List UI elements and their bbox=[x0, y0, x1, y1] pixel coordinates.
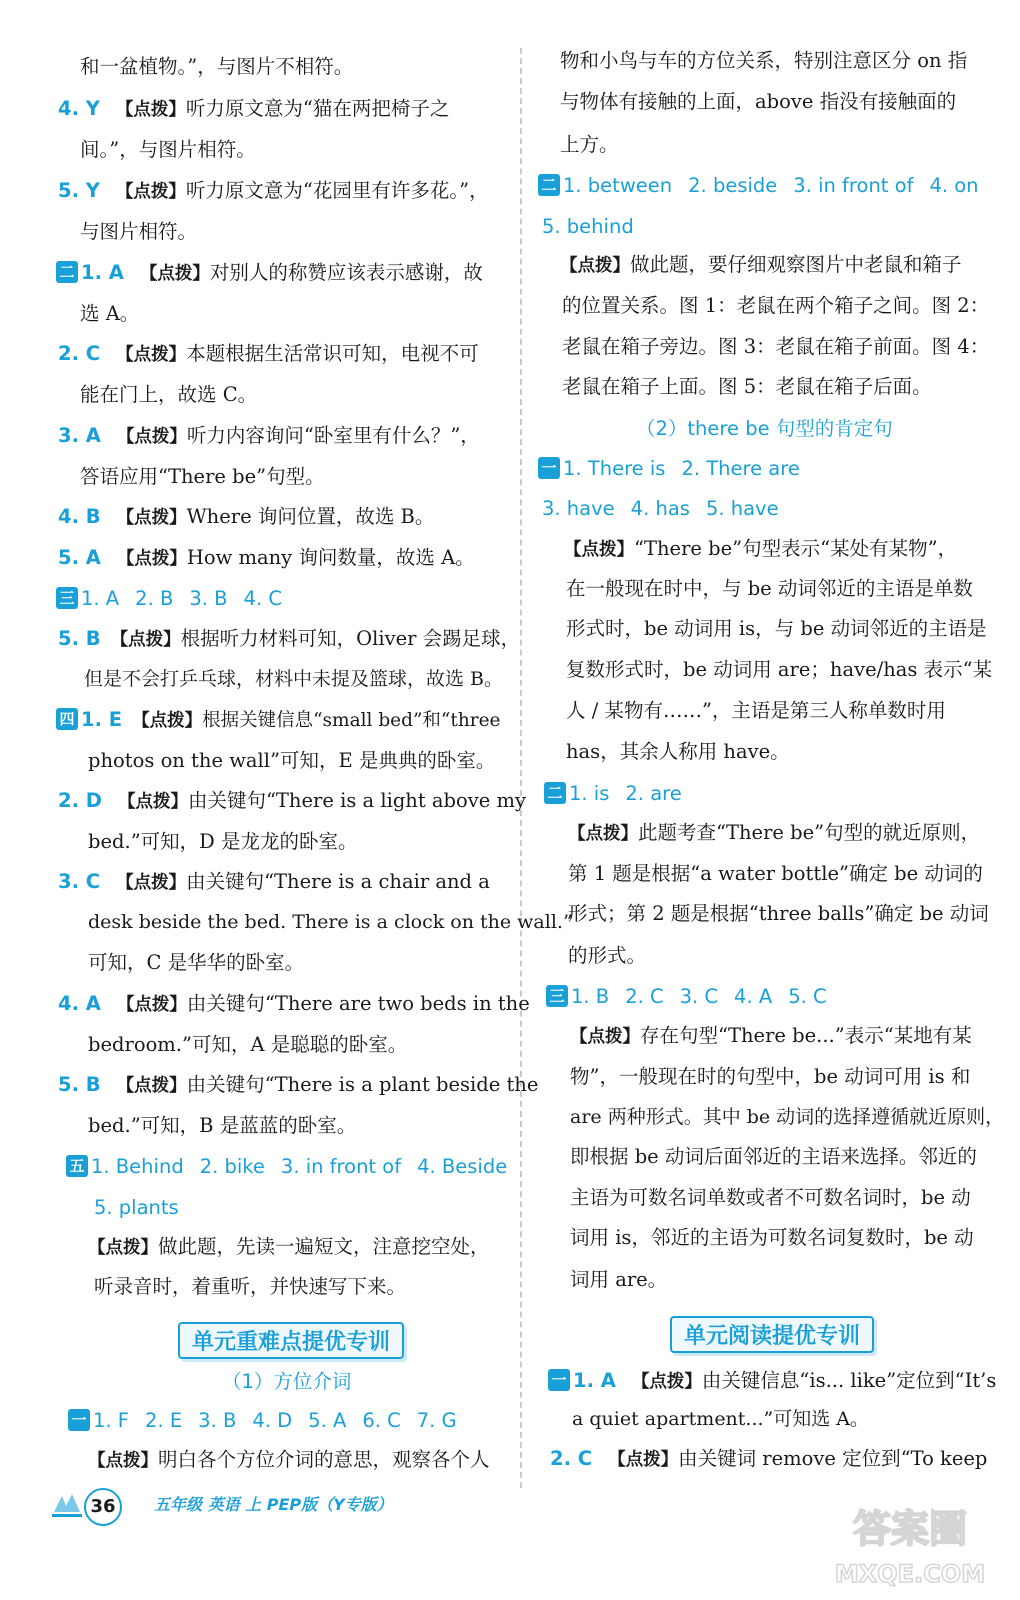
answer-line bbox=[88, 1445, 490, 1476]
hint-tag: 【点拨】 bbox=[116, 873, 187, 893]
hint-text: 由关键词 remove 定位到“To keep bbox=[678, 1447, 988, 1470]
footer-title: 五年级 英语 上 PEP版（Y专版） bbox=[154, 1495, 393, 1514]
hint-tag: 【点拨】 bbox=[139, 264, 210, 284]
hint-tag: 【点拨】 bbox=[132, 711, 203, 731]
text-line: a quiet apartment...”可知选 A。 bbox=[572, 1408, 870, 1430]
question-number: 2. D bbox=[58, 789, 102, 812]
text-line: 即根据 be 动词后面邻近的主语来选择。邻近的 bbox=[570, 1145, 977, 1168]
text-line: 听录音时，着重听，并快速写下来。 bbox=[94, 1275, 407, 1298]
section-number-box: 三 bbox=[546, 985, 568, 1007]
text-line: 物和小鸟与车的方位关系，特别注意区分 on 指 bbox=[560, 49, 968, 72]
answer-line bbox=[560, 250, 962, 281]
text-line: 形式；第 2 题是根据“three balls”确定 be 动词 bbox=[568, 902, 989, 925]
question-number: 5. Y bbox=[58, 179, 100, 202]
text-line: 主语为可数名词单数或者不可数名词时，be 动 bbox=[570, 1186, 971, 1209]
watermark-logo bbox=[820, 1492, 1000, 1592]
answer-item: 1. Behind bbox=[91, 1155, 184, 1178]
text-line: 答语应用“There be”句型。 bbox=[80, 465, 325, 488]
hint-text: 由关键句“There is a chair and a bbox=[186, 870, 490, 893]
answer-line bbox=[548, 1366, 996, 1397]
section-subheading: （1）方位介词 bbox=[222, 1370, 352, 1393]
answer-line bbox=[546, 982, 827, 1012]
hint-text: Where 询问位置，故选 B。 bbox=[186, 505, 435, 528]
section-number-box: 二 bbox=[56, 261, 78, 283]
text-line: 与物体有接触的上面，above 指没有接触面的 bbox=[560, 90, 957, 113]
answer-item: 3. have bbox=[542, 497, 615, 520]
hint-tag: 【点拨】 bbox=[116, 508, 187, 528]
answer-item: 5. A bbox=[308, 1409, 347, 1432]
answer-item: 2. are bbox=[625, 782, 682, 805]
answer-item: 1. between bbox=[563, 174, 673, 197]
section-banner: 单元重难点提优专训 bbox=[178, 1322, 404, 1359]
answer-item: 3. B bbox=[198, 1409, 237, 1432]
text-line: 老鼠在箱子旁边。图 3：老鼠在箱子前面。图 4： bbox=[562, 335, 990, 358]
hint-text: 由关键句“There is a plant beside the bbox=[186, 1073, 539, 1096]
section-number-box: 三 bbox=[56, 587, 78, 609]
answer-item: 7. G bbox=[416, 1409, 457, 1432]
hint-tag: 【点拨】 bbox=[116, 549, 187, 569]
hint-tag: 【点拨】 bbox=[115, 182, 186, 202]
hint-text: 做此题，先读一遍短文，注意挖空处， bbox=[158, 1235, 490, 1258]
hint-tag: 【点拨】 bbox=[115, 100, 186, 120]
answer-line bbox=[550, 1444, 987, 1475]
answer-line bbox=[56, 705, 500, 736]
answer-item: 3. in front of bbox=[793, 174, 914, 197]
answer-line bbox=[570, 1021, 972, 1052]
answer-line bbox=[538, 171, 979, 201]
answer-line bbox=[56, 258, 483, 289]
answer-item: 4. Beside bbox=[417, 1155, 508, 1178]
hint-text: 做此题，要仔细观察图片中老鼠和箱子 bbox=[630, 253, 962, 276]
hint-text: 听力原文意为“猫在两把椅子之 bbox=[185, 97, 450, 120]
question-number: 3. C bbox=[58, 870, 101, 893]
answer-item: 1. F bbox=[93, 1409, 130, 1432]
text-line: 可知，C 是华华的卧室。 bbox=[88, 951, 305, 974]
hint-text: 此题考查“There be”句型的就近原则， bbox=[638, 821, 981, 844]
hint-text: 对别人的称赞应该表示感谢，故 bbox=[209, 261, 483, 284]
hint-text: 根据关键信息“small bed”和“three bbox=[202, 710, 501, 731]
question-number: 4. Y bbox=[58, 97, 100, 120]
answer-item: 5. C bbox=[788, 985, 827, 1008]
answer-line bbox=[542, 494, 779, 524]
question-number: 5. B bbox=[58, 1073, 101, 1096]
answer-line bbox=[58, 421, 480, 452]
question-number: 4. A bbox=[58, 992, 101, 1015]
question-number: 1. E bbox=[81, 708, 123, 731]
answer-line bbox=[88, 1232, 490, 1263]
text-line: has，其余人称用 have。 bbox=[566, 740, 790, 763]
text-line: 第 1 题是根据“a water bottle”确定 be 动词的 bbox=[568, 862, 983, 885]
hint-text: 由关键句“There is a light above my bbox=[187, 789, 527, 812]
question-number: 2. C bbox=[58, 342, 101, 365]
hint-tag: 【点拨】 bbox=[560, 256, 630, 276]
text-line: 物”，一般现在时的句型中，be 动词可用 is 和 bbox=[570, 1065, 971, 1088]
hint-tag: 【点拨】 bbox=[110, 630, 181, 650]
text-line: 的形式。 bbox=[568, 944, 647, 967]
answer-item: 1. B bbox=[571, 985, 610, 1008]
answer-item: 5. behind bbox=[542, 215, 634, 238]
hint-text: 听力内容询问“卧室里有什么？”， bbox=[186, 424, 480, 447]
answer-line bbox=[58, 543, 475, 574]
hint-tag: 【点拨】 bbox=[608, 1450, 679, 1470]
text-line: 词用 are。 bbox=[570, 1268, 668, 1291]
answer-line bbox=[58, 339, 479, 370]
text-line: 选 A。 bbox=[80, 302, 140, 325]
text-line: are 两种形式。其中 be 动词的选择遵循就近原则， bbox=[570, 1106, 1005, 1128]
section-banner: 单元阅读提优专训 bbox=[670, 1316, 874, 1353]
answer-item: 4. A bbox=[734, 985, 773, 1008]
answer-line bbox=[564, 534, 957, 565]
answer-line bbox=[58, 989, 530, 1020]
text-line: bedroom.”可知，A 是聪聪的卧室。 bbox=[88, 1033, 408, 1056]
answer-item: 2. bike bbox=[199, 1155, 265, 1178]
section-number-box: 四 bbox=[56, 708, 78, 730]
question-number: 1. A bbox=[573, 1369, 616, 1392]
hint-tag: 【点拨】 bbox=[116, 427, 187, 447]
text-line: photos on the wall”可知，E 是典典的卧室。 bbox=[88, 749, 496, 772]
book-logo-icon bbox=[52, 1492, 82, 1518]
hint-tag: 【点拨】 bbox=[116, 345, 187, 365]
answer-line bbox=[58, 502, 434, 533]
text-line: 人 / 某物有……”，主语是第三人称单数时用 bbox=[566, 699, 946, 722]
answer-item: 1. There is bbox=[563, 457, 666, 480]
text-line: 老鼠在箱子上面。图 5：老鼠在箱子后面。 bbox=[562, 375, 932, 398]
section-number-box: 一 bbox=[68, 1409, 90, 1431]
section-number-box: 二 bbox=[538, 174, 560, 196]
answer-line bbox=[58, 1070, 538, 1101]
hint-text: 本题根据生活常识可知，电视不可 bbox=[186, 342, 479, 365]
answer-line bbox=[58, 624, 520, 655]
answer-item: 4. on bbox=[929, 174, 979, 197]
answer-item: 1. is bbox=[569, 782, 610, 805]
text-line: desk beside the bed. There is a clock on the wall.” bbox=[88, 911, 573, 933]
hint-text: 听力原文意为“花园里有许多花。”， bbox=[185, 179, 489, 202]
answer-line bbox=[58, 786, 526, 817]
answer-line bbox=[544, 779, 682, 809]
answer-item: 2. beside bbox=[688, 174, 778, 197]
question-number: 3. A bbox=[58, 424, 101, 447]
text-line: 但是不会打乒乓球，材料中未提及篮球，故选 B。 bbox=[84, 668, 504, 690]
hint-tag: 【点拨】 bbox=[88, 1451, 158, 1471]
question-number: 5. A bbox=[58, 546, 101, 569]
hint-tag: 【点拨】 bbox=[631, 1372, 702, 1392]
hint-tag: 【点拨】 bbox=[570, 1027, 640, 1047]
hint-tag: 【点拨】 bbox=[116, 995, 187, 1015]
answer-item: 2. B bbox=[135, 587, 174, 610]
answer-item: 4. has bbox=[630, 497, 690, 520]
answer-line bbox=[568, 818, 980, 849]
text-line: 上方。 bbox=[560, 133, 619, 156]
hint-tag: 【点拨】 bbox=[116, 1076, 187, 1096]
text-line: 形式时，be 动词用 is，与 be 动词邻近的主语是 bbox=[566, 617, 987, 640]
watermark-line1: 答案圈 bbox=[852, 1507, 968, 1551]
answer-line bbox=[68, 1406, 457, 1436]
answer-item: 2. There are bbox=[681, 457, 800, 480]
page-number: 36 bbox=[84, 1488, 122, 1526]
question-number: 5. B bbox=[58, 627, 101, 650]
text-line: 词用 is，邻近的主语为可数名词复数时，be 动 bbox=[570, 1226, 974, 1249]
section-number-box: 五 bbox=[66, 1155, 88, 1177]
hint-text: 存在句型“There be...”表示“某地有某 bbox=[640, 1024, 972, 1047]
answer-item: 3. in front of bbox=[280, 1155, 402, 1178]
hint-text: 明白各个方位介词的意思，观察各个人 bbox=[158, 1448, 490, 1471]
column-divider bbox=[520, 48, 522, 1488]
answer-line bbox=[94, 1193, 179, 1223]
section-subheading: （2）there be 句型的肯定句 bbox=[636, 417, 893, 440]
answer-item: 5. plants bbox=[94, 1196, 179, 1219]
hint-text: 根据听力材料可知，Oliver 会踢足球， bbox=[180, 627, 521, 650]
text-line: 复数形式时，be 动词用 are；have/has 表示“某 bbox=[566, 658, 993, 681]
answer-item: 4. C bbox=[243, 587, 282, 610]
hint-tag: 【点拨】 bbox=[568, 824, 638, 844]
watermark-line2: MXQE.COM bbox=[834, 1560, 986, 1588]
hint-text: “There be”句型表示“某处有某物”， bbox=[634, 537, 958, 560]
hint-text: 由关键句“There are two beds in the bbox=[186, 992, 530, 1015]
answer-line bbox=[58, 94, 449, 125]
text-line: 间。”，与图片相符。 bbox=[80, 138, 256, 161]
answer-line bbox=[58, 176, 489, 207]
text-line: 的位置关系。图 1：老鼠在两个箱子之间。图 2： bbox=[562, 294, 990, 317]
answer-line bbox=[66, 1152, 507, 1182]
question-number: 1. A bbox=[81, 261, 124, 284]
answer-item: 1. A bbox=[81, 587, 120, 610]
hint-tag: 【点拨】 bbox=[117, 792, 188, 812]
answer-item: 3. B bbox=[189, 587, 228, 610]
hint-text: 由关键信息“is... like”定位到“It’s bbox=[701, 1369, 997, 1392]
text-line: 在一般现在时中，与 be 动词邻近的主语是单数 bbox=[566, 577, 973, 600]
answer-item: 5. have bbox=[705, 497, 779, 520]
text-line: 和一盆植物。”，与图片不相符。 bbox=[80, 55, 354, 78]
answer-line bbox=[542, 212, 634, 242]
hint-tag: 【点拨】 bbox=[88, 1238, 158, 1258]
hint-tag: 【点拨】 bbox=[564, 540, 634, 560]
answer-item: 3. C bbox=[679, 985, 719, 1008]
text-line: 与图片相符。 bbox=[80, 220, 198, 243]
section-number-box: 一 bbox=[548, 1369, 570, 1391]
text-line: bed.”可知，B 是蓝蓝的卧室。 bbox=[88, 1114, 357, 1137]
text-line: bed.”可知，D 是龙龙的卧室。 bbox=[88, 830, 358, 853]
answer-line bbox=[58, 867, 490, 898]
hint-text: How many 询问数量，故选 A。 bbox=[186, 546, 475, 569]
section-number-box: 二 bbox=[544, 782, 566, 804]
text-line: 能在门上，故选 C。 bbox=[80, 383, 258, 406]
answer-line bbox=[56, 584, 282, 614]
answer-item: 4. D bbox=[252, 1409, 293, 1432]
answer-line bbox=[538, 454, 800, 484]
answer-item: 6. C bbox=[362, 1409, 401, 1432]
answer-item: 2. E bbox=[145, 1409, 183, 1432]
question-number: 2. C bbox=[550, 1447, 593, 1470]
answer-item: 2. C bbox=[625, 985, 664, 1008]
question-number: 4. B bbox=[58, 505, 101, 528]
section-number-box: 一 bbox=[538, 457, 560, 479]
